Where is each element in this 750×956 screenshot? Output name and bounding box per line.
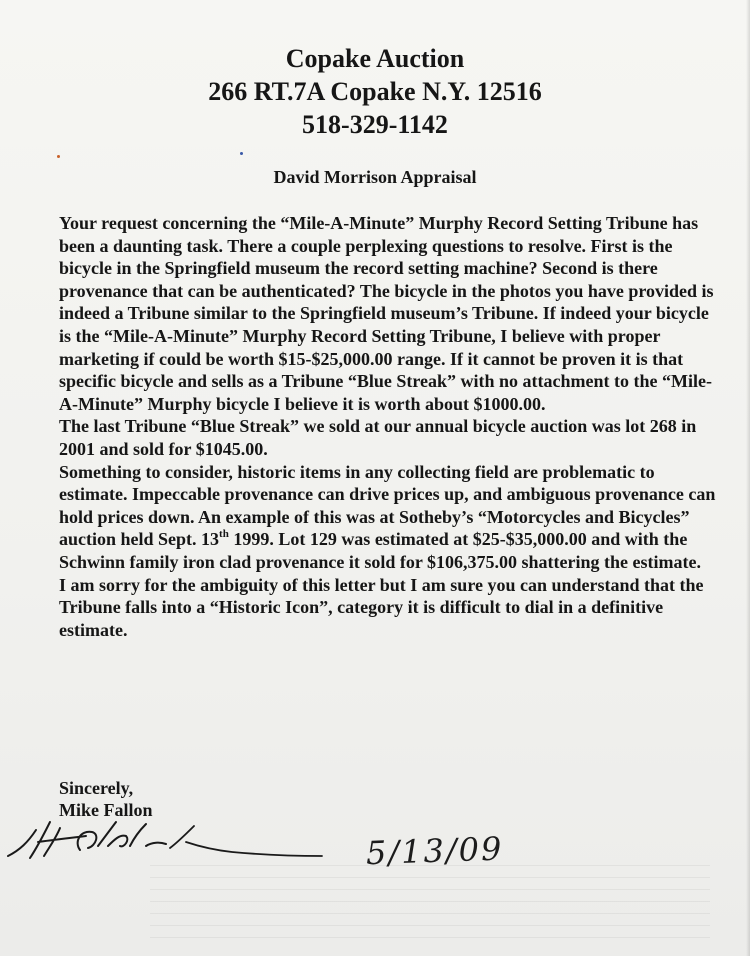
letter-body [59,212,719,641]
handwritten-date-text: 5/13/09 [365,829,504,873]
speck [240,152,243,155]
handwritten-signature [0,812,340,872]
company-name: Copake Auction [285,44,465,73]
scan-edge-shadow [746,0,750,956]
paragraph [59,461,719,574]
salutation: Sincerely, [59,778,134,798]
letterhead [0,42,750,141]
letter-subject: David Morrison Appraisal [273,167,477,187]
handwritten-date [360,822,510,882]
paragraph: The last Tribune “Blue Streak” we sold at our annual bicycle auction was lot 268 in 2001 and sold for $1045.00. [59,416,697,459]
ordinal-suffix: th [219,528,229,541]
company-phone: 518-329-1142 [302,110,448,139]
paragraph: Your request concerning the “Mile-A-Minute” Murphy Record Setting Tribune has been a daunting task. There a couple perplexing questions to resolve. First is the bicycle in the Springfield museum the record setting machine? Second is there provenance that can be authenticated? The bicycle in the photos you have provided is indeed a Tribune similar to the Springfield museum’s Tribune. If indeed your bicycle is the “Mile-A-Minute” Murphy Record Setting Tribune, I believe with proper marketing if could be worth $15-$25,000.00 range. If it cannot be proven it is that specific bicycle and sells as a Tribune “Blue Streak” with no attachment to the “Mile-A-Minute” Murphy bicycle I believe it is worth about $1000.00. [59,213,714,414]
speck [57,155,60,158]
signer-name: Mike Fallon [59,800,153,820]
paragraph-text: 1999. Lot 129 was estimated at $25-$35,000.00 and with the Schwinn family iron clad provenance it sold for $106,375.00 shattering the estimate. [59,529,701,572]
company-address: 266 RT.7A Copake N.Y. 12516 [208,77,542,106]
paragraph-text: Something to consider, historic items in any collecting field are problematic to estimate. Impeccable provenance can drive prices up, and ambiguous provenance can hold prices down. An example of this was at Sotheby’s “Motorcycles and Bicycles” auction held Sept. 13 [59,461,716,550]
paragraph: I am sorry for the ambiguity of this letter but I am sure you can understand that the Tribune falls into a “Historic Icon”, category it is difficult to dial in a definitive estimate. [59,574,704,640]
